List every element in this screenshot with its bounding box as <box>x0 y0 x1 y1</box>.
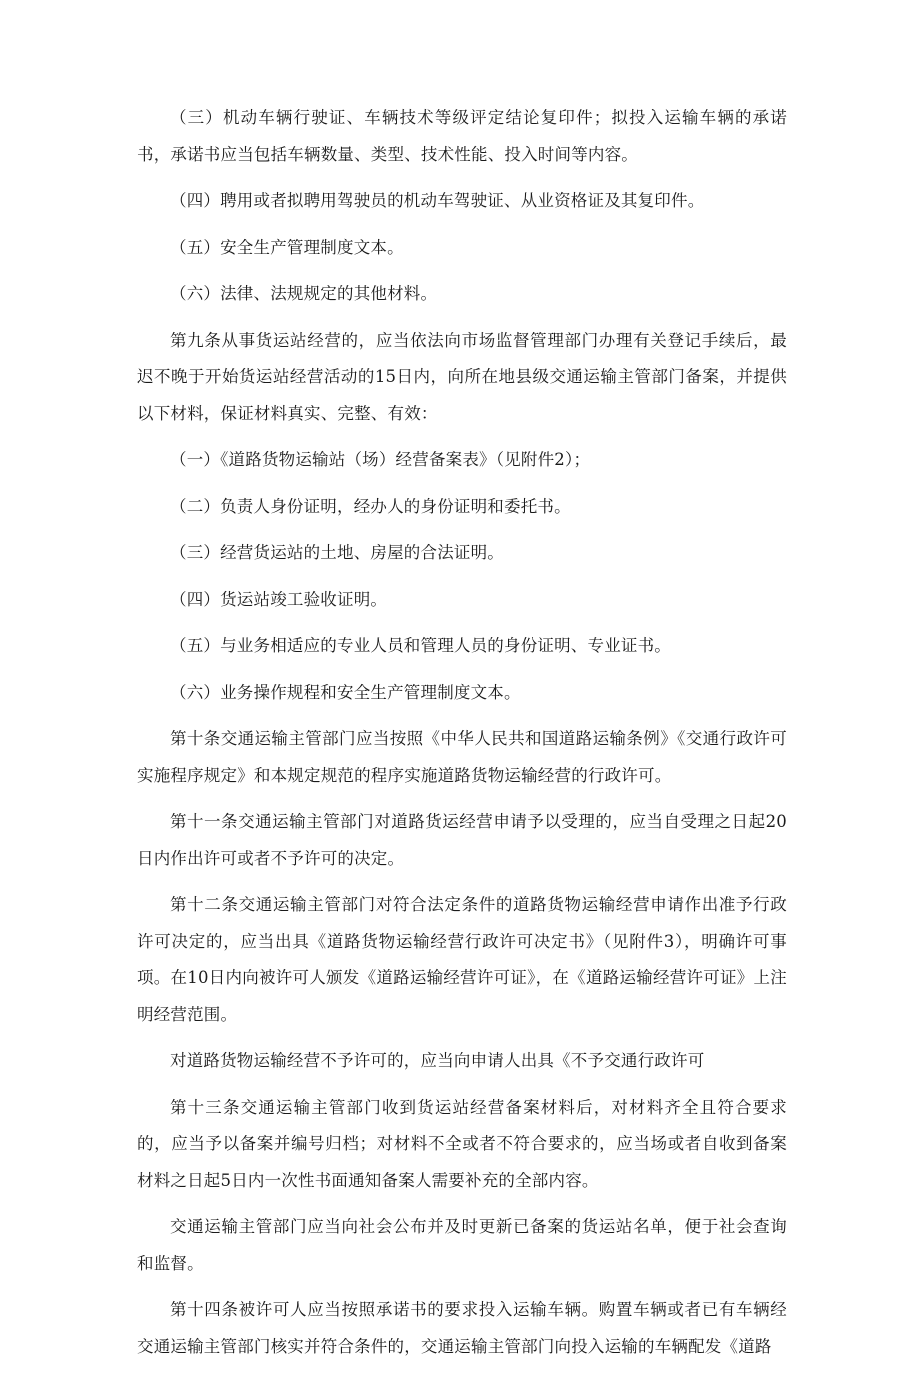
article-10: 第十条交通运输主管部门应当按照《中华人民共和国道路运输条例》《交通行政许可实施程序规定》和本规定规范的程序实施道路货物运输经营的行政许可。 <box>137 729 787 785</box>
paragraph-3-vehicle-license: （三）机动车辆行驶证、车辆技术等级评定结论复印件；拟投入运输车辆的承诺书，承诺书应当包括车辆数量、类型、技术性能、投入时间等内容。 <box>137 108 787 164</box>
article-13: 第十三条交通运输主管部门收到货运站经营备案材料后，对材料齐全且符合要求的，应当予以备案并编号归档；对材料不全或者不符合要求的，应当场或者自收到备案材料之日起5日内一次性书面通知备案人需要补充的全部内容。 <box>137 1097 787 1190</box>
paragraph-5-safety-rules: （五）安全生产管理制度文本。 <box>170 237 404 257</box>
article-9-item-1: （一）《道路货物运输站（场）经营备案表》（见附件2）； <box>170 450 591 469</box>
article-9-item-4: （四）货运站竣工验收证明。 <box>170 589 388 609</box>
article-9-item-5: （五）与业务相适应的专业人员和管理人员的身份证明、专业证书。 <box>170 636 671 655</box>
article-9-item-3: （三）经营货运站的土地、房屋的合法证明。 <box>170 543 504 562</box>
article-12-refusal: 对道路货物运输经营不予许可的，应当向申请人出具《不予交通行政许可 <box>170 1051 705 1070</box>
article-14: 第十四条被许可人应当按照承诺书的要求投入运输车辆。购置车辆或者已有车辆经交通运输主管部门核实并符合条件的，交通运输主管部门向投入运输的车辆配发《道路 <box>137 1300 787 1356</box>
article-11: 第十一条交通运输主管部门对道路货运经营申请予以受理的，应当自受理之日起20日内作出许可或者不予许可的决定。 <box>137 812 787 868</box>
paragraph-4-driver-license: （四）聘用或者拟聘用驾驶员的机动车驾驶证、从业资格证及其复印件。 <box>170 191 705 210</box>
article-9: 第九条从事货运站经营的，应当依法向市场监督管理部门办理有关登记手续后，最迟不晚于开始货运站经营活动的15日内，向所在地县级交通运输主管部门备案，并提供以下材料，保证材料真实、完整、有效： <box>137 330 787 423</box>
article-13-publication: 交通运输主管部门应当向社会公布并及时更新已备案的货运站名单，便于社会查询和监督。 <box>137 1217 787 1273</box>
article-9-item-6: （六）业务操作规程和安全生产管理制度文本。 <box>170 682 521 702</box>
article-9-item-2: （二）负责人身份证明，经办人的身份证明和委托书。 <box>170 496 571 516</box>
article-12: 第十二条交通运输主管部门对符合法定条件的道路货物运输经营申请作出准予行政许可决定的，应当出具《道路货物运输经营行政许可决定书》（见附件3），明确许可事项。在10日内向被许可人颁发《道路运输经营许可证》，在《道路运输经营许可证》上注明经营范围。 <box>137 895 787 1024</box>
document-body <box>137 100 787 1375</box>
paragraph-6-other-materials: （六）法律、法规规定的其他材料。 <box>170 284 438 303</box>
